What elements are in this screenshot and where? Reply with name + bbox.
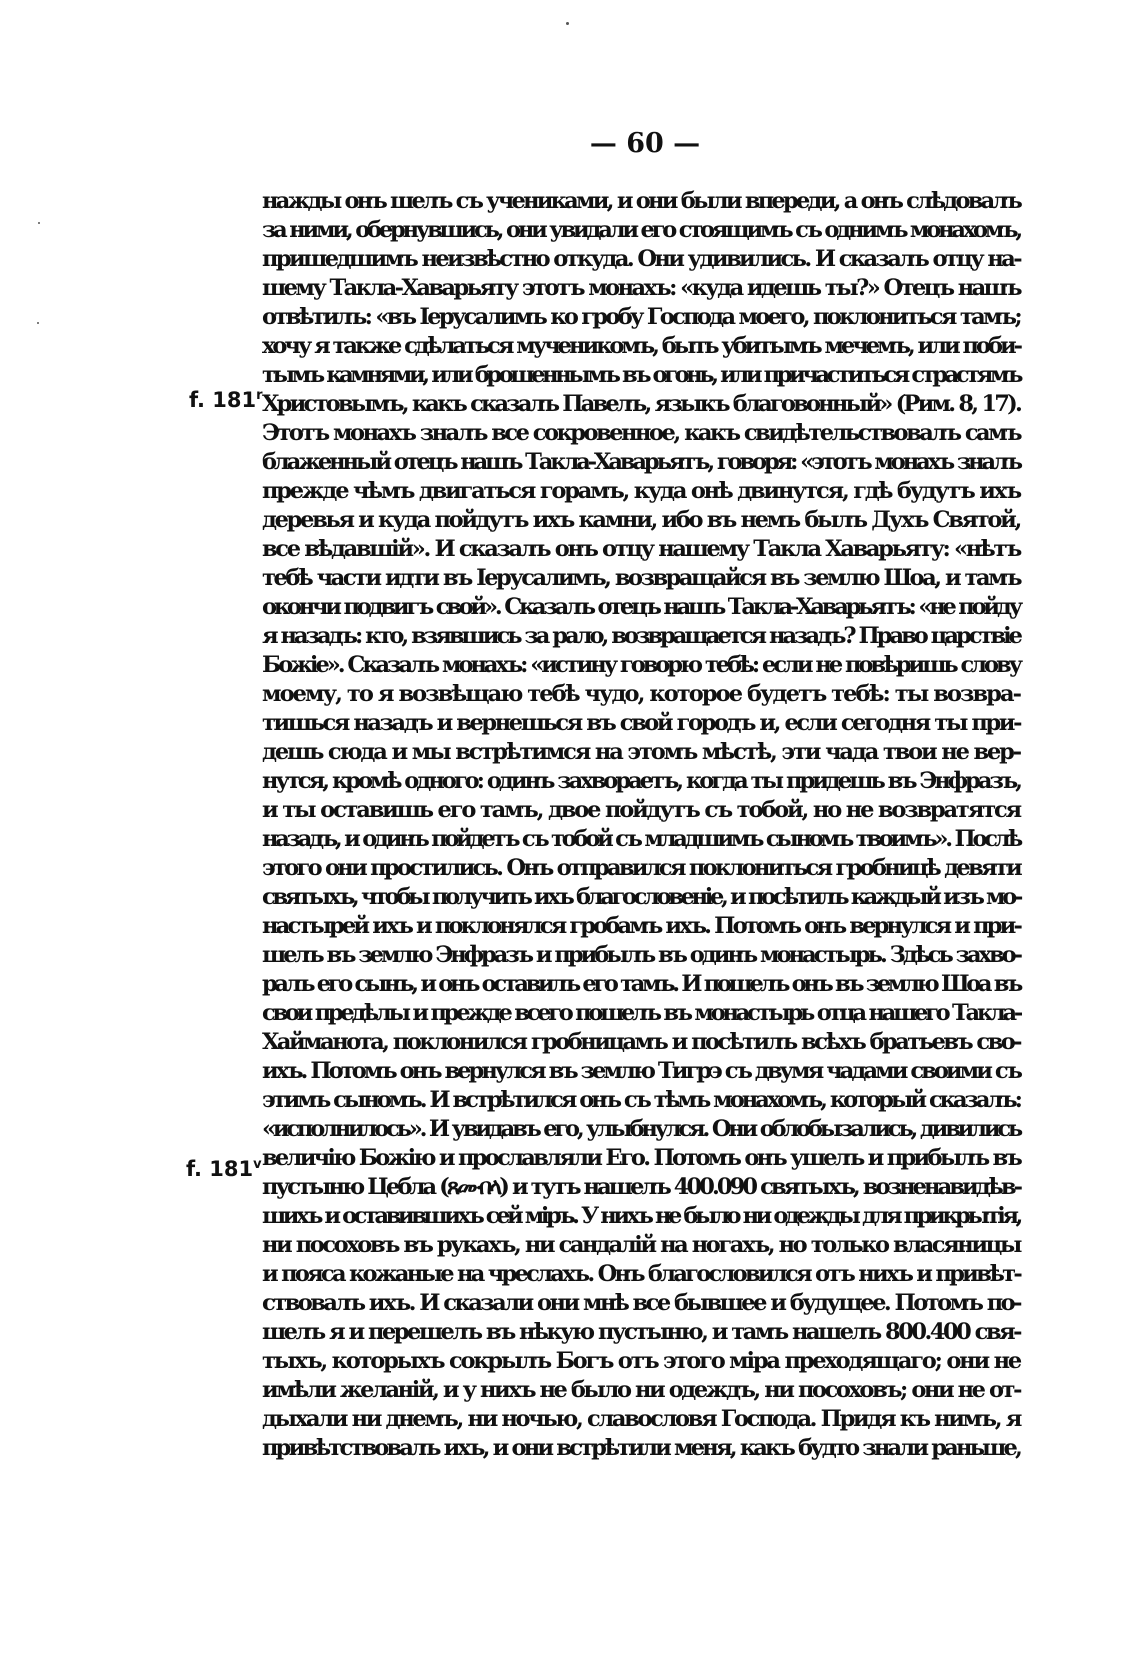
text-line: этого они простились. Онъ отправился поклониться гробницѣ девяти [262,855,1020,881]
text-line: за ними, обернувшись, они увидали его стоящимъ съ однимъ монахомъ, [262,217,1020,243]
text-line: нажды онъ шелъ съ учениками, и они были впереди, а онъ слѣдовалъ [262,188,1020,214]
text-line: отвѣтилъ: «въ Іерусалимъ ко гробу Господа моего, поклониться тамъ; [262,304,1020,330]
text-line: Божіе». Сказалъ монахъ: «истину говорю тебѣ: если не повѣришь слову [262,652,1020,678]
text-line: ствовалъ ихъ. И сказали они мнѣ все бывшее и будущее. Потомъ по- [262,1290,1020,1316]
text-line: и ты оставишь его тамъ, двое пойдутъ съ тобой, но не возвратятся [262,797,1020,823]
text-line: дешь сюда и мы встрѣтимся на этомъ мѣстѣ, эти чада твои не вер- [262,739,1020,765]
folio-label: f. 181 [186,1157,254,1181]
text-line: величію Божію и прославляли Его. Потомъ онъ ушелъ и прибылъ въ [262,1145,1020,1171]
text-line: ихъ. Потомъ онъ вернулся въ землю Тигрэ съ двумя чадами своими съ [262,1058,1020,1084]
body-text [262,187,1020,1463]
text-line: шихъ и оставившихъ сей міръ. У нихъ не было ни одежды для прикрытія, [262,1203,1020,1229]
page-number: — 60 — [589,128,701,159]
text-line: Этотъ монахъ зналъ все сокровенное, какъ свидѣтельствовалъ самъ [262,420,1020,446]
text-line: тымъ камнями, или брошеннымъ въ огонь, или причаститься страстямъ [262,362,1020,388]
text-line: свои предѣлы и прежде всего пошелъ въ монастырь отца нашего Такла- [262,1000,1020,1026]
text-line: шему Такла-Хаварьяту этотъ монахъ: «куда идешь ты?» Отецъ нашъ [262,275,1020,301]
text-line: святыхъ, чтобы получить ихъ благословеніе, и посѣтилъ каждый изъ мо- [262,884,1020,910]
text-line: я назадъ: кто, взявшись за рало, возвращается назадъ? Право царствіе [262,623,1020,649]
text-line: и пояса кожаные на чреслахъ. Онъ благословился отъ нихъ и привѣт- [262,1261,1020,1287]
folio-note-verso [186,1157,262,1181]
text-line: привѣтствовалъ ихъ, и они встрѣтили меня, какъ будто знали раньше, [262,1435,1020,1461]
text-line: моему, то я возвѣщаю тебѣ чудо, которое будетъ тебѣ: ты возвра- [262,681,1020,707]
text-line: «исполнилось». И увидавъ его, улыбнулся. Они облобызались, дивились [262,1116,1020,1142]
text-line: дыхали ни днемъ, ни ночью, славословя Господа. Придя къ нимъ, я [262,1406,1020,1432]
text-line: Хайманота, поклонился гробницамъ и посѣтилъ всѣхъ братьевъ сво- [262,1029,1020,1055]
text-line: деревья и куда пойдутъ ихъ камни, ибо въ немъ былъ Духъ Святой, [262,507,1020,533]
scan-speck [38,222,40,224]
text-line: прежде чѣмъ двигаться горамъ, куда онѣ двинутся, гдѣ будутъ ихъ [262,478,1020,504]
text-line: этимъ сыномъ. И встрѣтился онъ съ тѣмъ монахомъ, который сказалъ: [262,1087,1020,1113]
text-line: ни посоховъ въ рукахъ, ни сандалій на ногахъ, но только власяницы [262,1232,1020,1258]
text-line: тыхъ, которыхъ сокрылъ Богъ отъ этого міра преходящаго; они не [262,1348,1020,1374]
scan-speck [37,322,39,324]
folio-side: v [253,1157,262,1172]
text-line: Христовымъ, какъ сказалъ Павелъ, языкъ благовонный» (Рим. 8, 17). [262,391,1020,417]
text-line: шелъ въ землю Энфразъ и прибылъ въ одинъ монастырь. Здѣсь захво- [262,942,1020,968]
text-line: настырей ихъ и поклонялся гробамъ ихъ. Потомъ онъ вернулся и при- [262,913,1020,939]
text-line: хочу я также сдѣлаться мученикомъ, быть убитымъ мечемъ, или поби- [262,333,1020,359]
folio-note-recto [189,388,263,412]
text-line: пришедшимъ неизвѣстно откуда. Они удивились. И сказалъ отцу на- [262,246,1020,272]
folio-label: f. 181 [189,388,257,412]
text-line: шелъ я и перешелъ въ нѣкую пустыню, и тамъ нашелъ 800.400 свя- [262,1319,1020,1345]
text-line: блаженный отецъ нашъ Такла-Хаварьятъ, говоря: «этотъ монахъ зналъ [262,449,1020,475]
text-line: все вѣдавшій». И сказалъ онъ отцу нашему Такла Хаварьяту: «нѣтъ [262,536,1020,562]
text-line: тебѣ части идти въ Іерусалимъ, возвращайся въ землю Шоа, и тамъ [262,565,1020,591]
text-line: назадъ, и одинъ пойдетъ съ тобой съ младшимъ сыномъ твоимъ». Послѣ [262,826,1020,852]
text-line: тишься назадъ и вернешься въ свой городъ и, если сегодня ты при- [262,710,1020,736]
text-line: пустыню Цебла (ጸሙበላ) и тутъ нашелъ 400.090 святыхъ, возненавидѣв- [262,1174,1020,1200]
text-line: ралъ его сынъ, и онъ оставилъ его тамъ. И пошелъ онъ въ землю Шоа въ [262,971,1020,997]
scan-speck [566,22,569,25]
text-line: имѣли желаній, и у нихъ не было ни одеждъ, ни посоховъ; они не от- [262,1377,1020,1403]
folio-side: r [256,388,263,403]
text-line: окончи подвигъ свой». Сказалъ отецъ нашъ Такла-Хаварьятъ: «не пойду [262,594,1020,620]
text-line: нутся, кромѣ одного: одинъ захвораетъ, когда ты придешь въ Энфразъ, [262,768,1020,794]
